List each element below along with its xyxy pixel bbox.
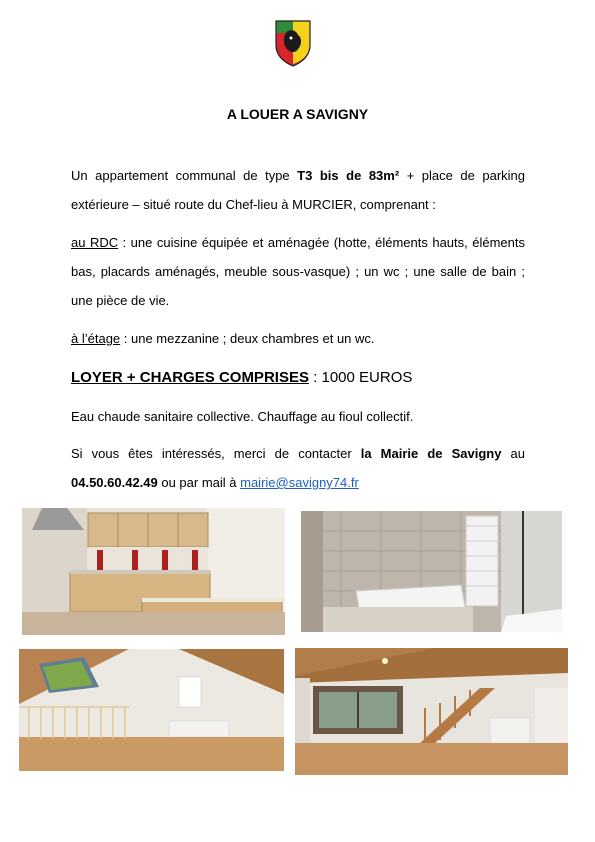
mairie-name: la Mairie de Savigny [360,446,502,461]
etage-paragraph [71,324,525,353]
loyer-separator: : [308,369,322,386]
apartment-type: T3 bis de 83m² [297,168,400,183]
coat-of-arms-icon [274,19,312,67]
rdc-text: : une cuisine équipée et aménagée (hotte, éléments hauts, éléments bas, placards aménagés, meuble sous-vasque) ; un wc ; une salle de bain ; une pièce de vie. [71,235,525,308]
contact-text-3: ou par mail à [157,475,241,490]
loyer-paragraph [71,363,525,392]
bathroom-photo [301,511,562,632]
etage-label: à l’étage [71,331,121,346]
email-link[interactable]: mairie@savigny74.fr [240,475,359,490]
loyer-value: 1000 EUROS [321,369,413,386]
intro-text-2: + place de parking extérieure – situé route du Chef-lieu à MURCIER, comprenant : [71,168,526,212]
kitchen-photo [22,508,285,635]
mezzanine-photo [19,649,284,771]
phone-number: 04.50.60.42.49 [71,475,158,490]
living-room-photo [295,648,568,775]
contact-text-2: au [501,446,525,461]
contact-paragraph [71,439,525,497]
intro-text: Un appartement communal de type [71,168,298,183]
etage-text: : une mezzanine ; deux chambres et un wc. [120,331,375,346]
page-title: A LOUER A SAVIGNY [226,106,369,122]
heating-paragraph: Eau chaude sanitaire collective. Chauffage au fioul collectif. [71,409,414,424]
contact-text: Si vous êtes intéressés, merci de contacter [71,446,361,461]
rdc-paragraph [71,228,525,315]
loyer-label: LOYER + CHARGES COMPRISES [71,369,309,386]
rdc-label: au RDC [71,235,119,250]
intro-paragraph [71,161,525,219]
